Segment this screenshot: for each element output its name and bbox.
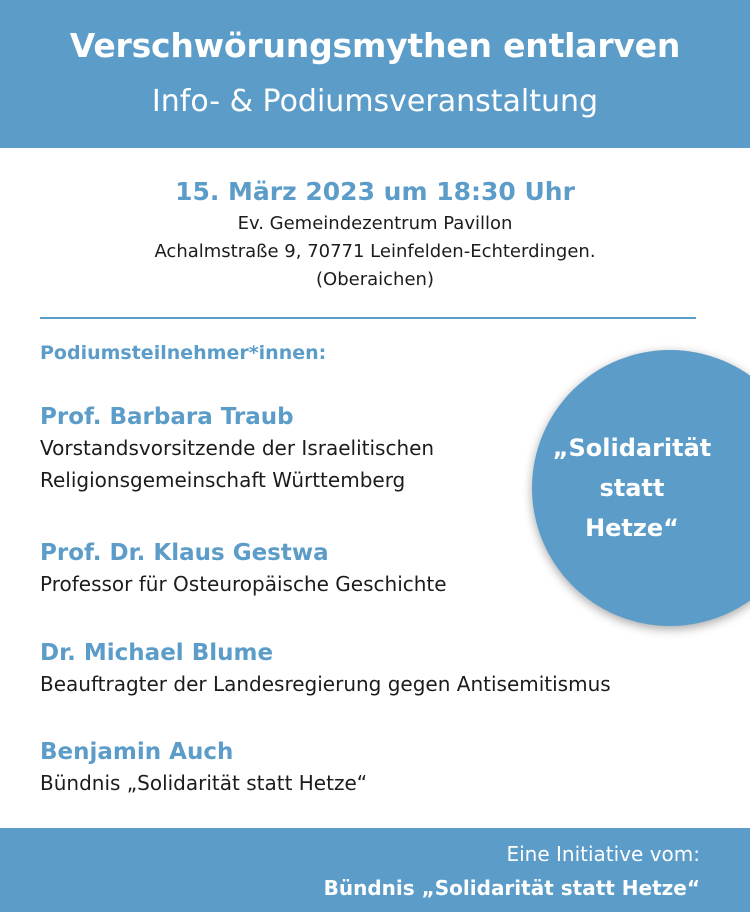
speaker-role: Vorstandsvorsitzende der Israelitischen xyxy=(40,436,435,460)
event-info xyxy=(0,174,750,294)
speaker-role: Beauftragter der Landesregierung gegen Antisemitismus xyxy=(40,672,611,696)
footer-banner xyxy=(0,828,750,912)
slogan-text xyxy=(552,428,712,548)
slogan-line: „Solidarität xyxy=(552,434,712,462)
footer-initiative: Eine Initiative vom: xyxy=(506,842,700,866)
speaker-name: Dr. Michael Blume xyxy=(40,640,274,666)
page-subtitle: Info- & Podiumsveranstaltung xyxy=(151,84,599,119)
header-banner xyxy=(0,0,750,148)
speaker-name: Benjamin Auch xyxy=(40,739,234,765)
section-divider xyxy=(40,317,696,319)
speaker-item xyxy=(40,402,434,496)
page-title: Verschwörungsmythen entlarven xyxy=(69,26,681,65)
speaker-item xyxy=(40,638,611,700)
speaker-role: Religionsgemeinschaft Württemberg xyxy=(40,468,406,492)
panel-heading: Podiumsteilnehmer*innen: xyxy=(40,342,327,364)
footer-alliance: Bündnis „Solidarität statt Hetze“ xyxy=(323,876,700,900)
speaker-item xyxy=(40,538,447,600)
event-venue: Ev. Gemeindezentrum Pavillon xyxy=(237,213,513,234)
speaker-name: Prof. Dr. Klaus Gestwa xyxy=(40,540,329,566)
speaker-item xyxy=(40,737,367,799)
event-district: (Oberaichen) xyxy=(316,269,434,290)
slogan-line: statt xyxy=(599,474,665,502)
event-address: Achalmstraße 9, 70771 Leinfelden-Echterdingen. xyxy=(154,241,596,262)
event-date: 15. März 2023 um 18:30 Uhr xyxy=(175,177,575,206)
slogan-line: Hetze“ xyxy=(585,514,679,542)
speaker-role: Professor für Osteuropäische Geschichte xyxy=(40,572,447,596)
speaker-role: Bündnis „Solidarität statt Hetze“ xyxy=(40,771,368,795)
speaker-name: Prof. Barbara Traub xyxy=(40,404,294,430)
